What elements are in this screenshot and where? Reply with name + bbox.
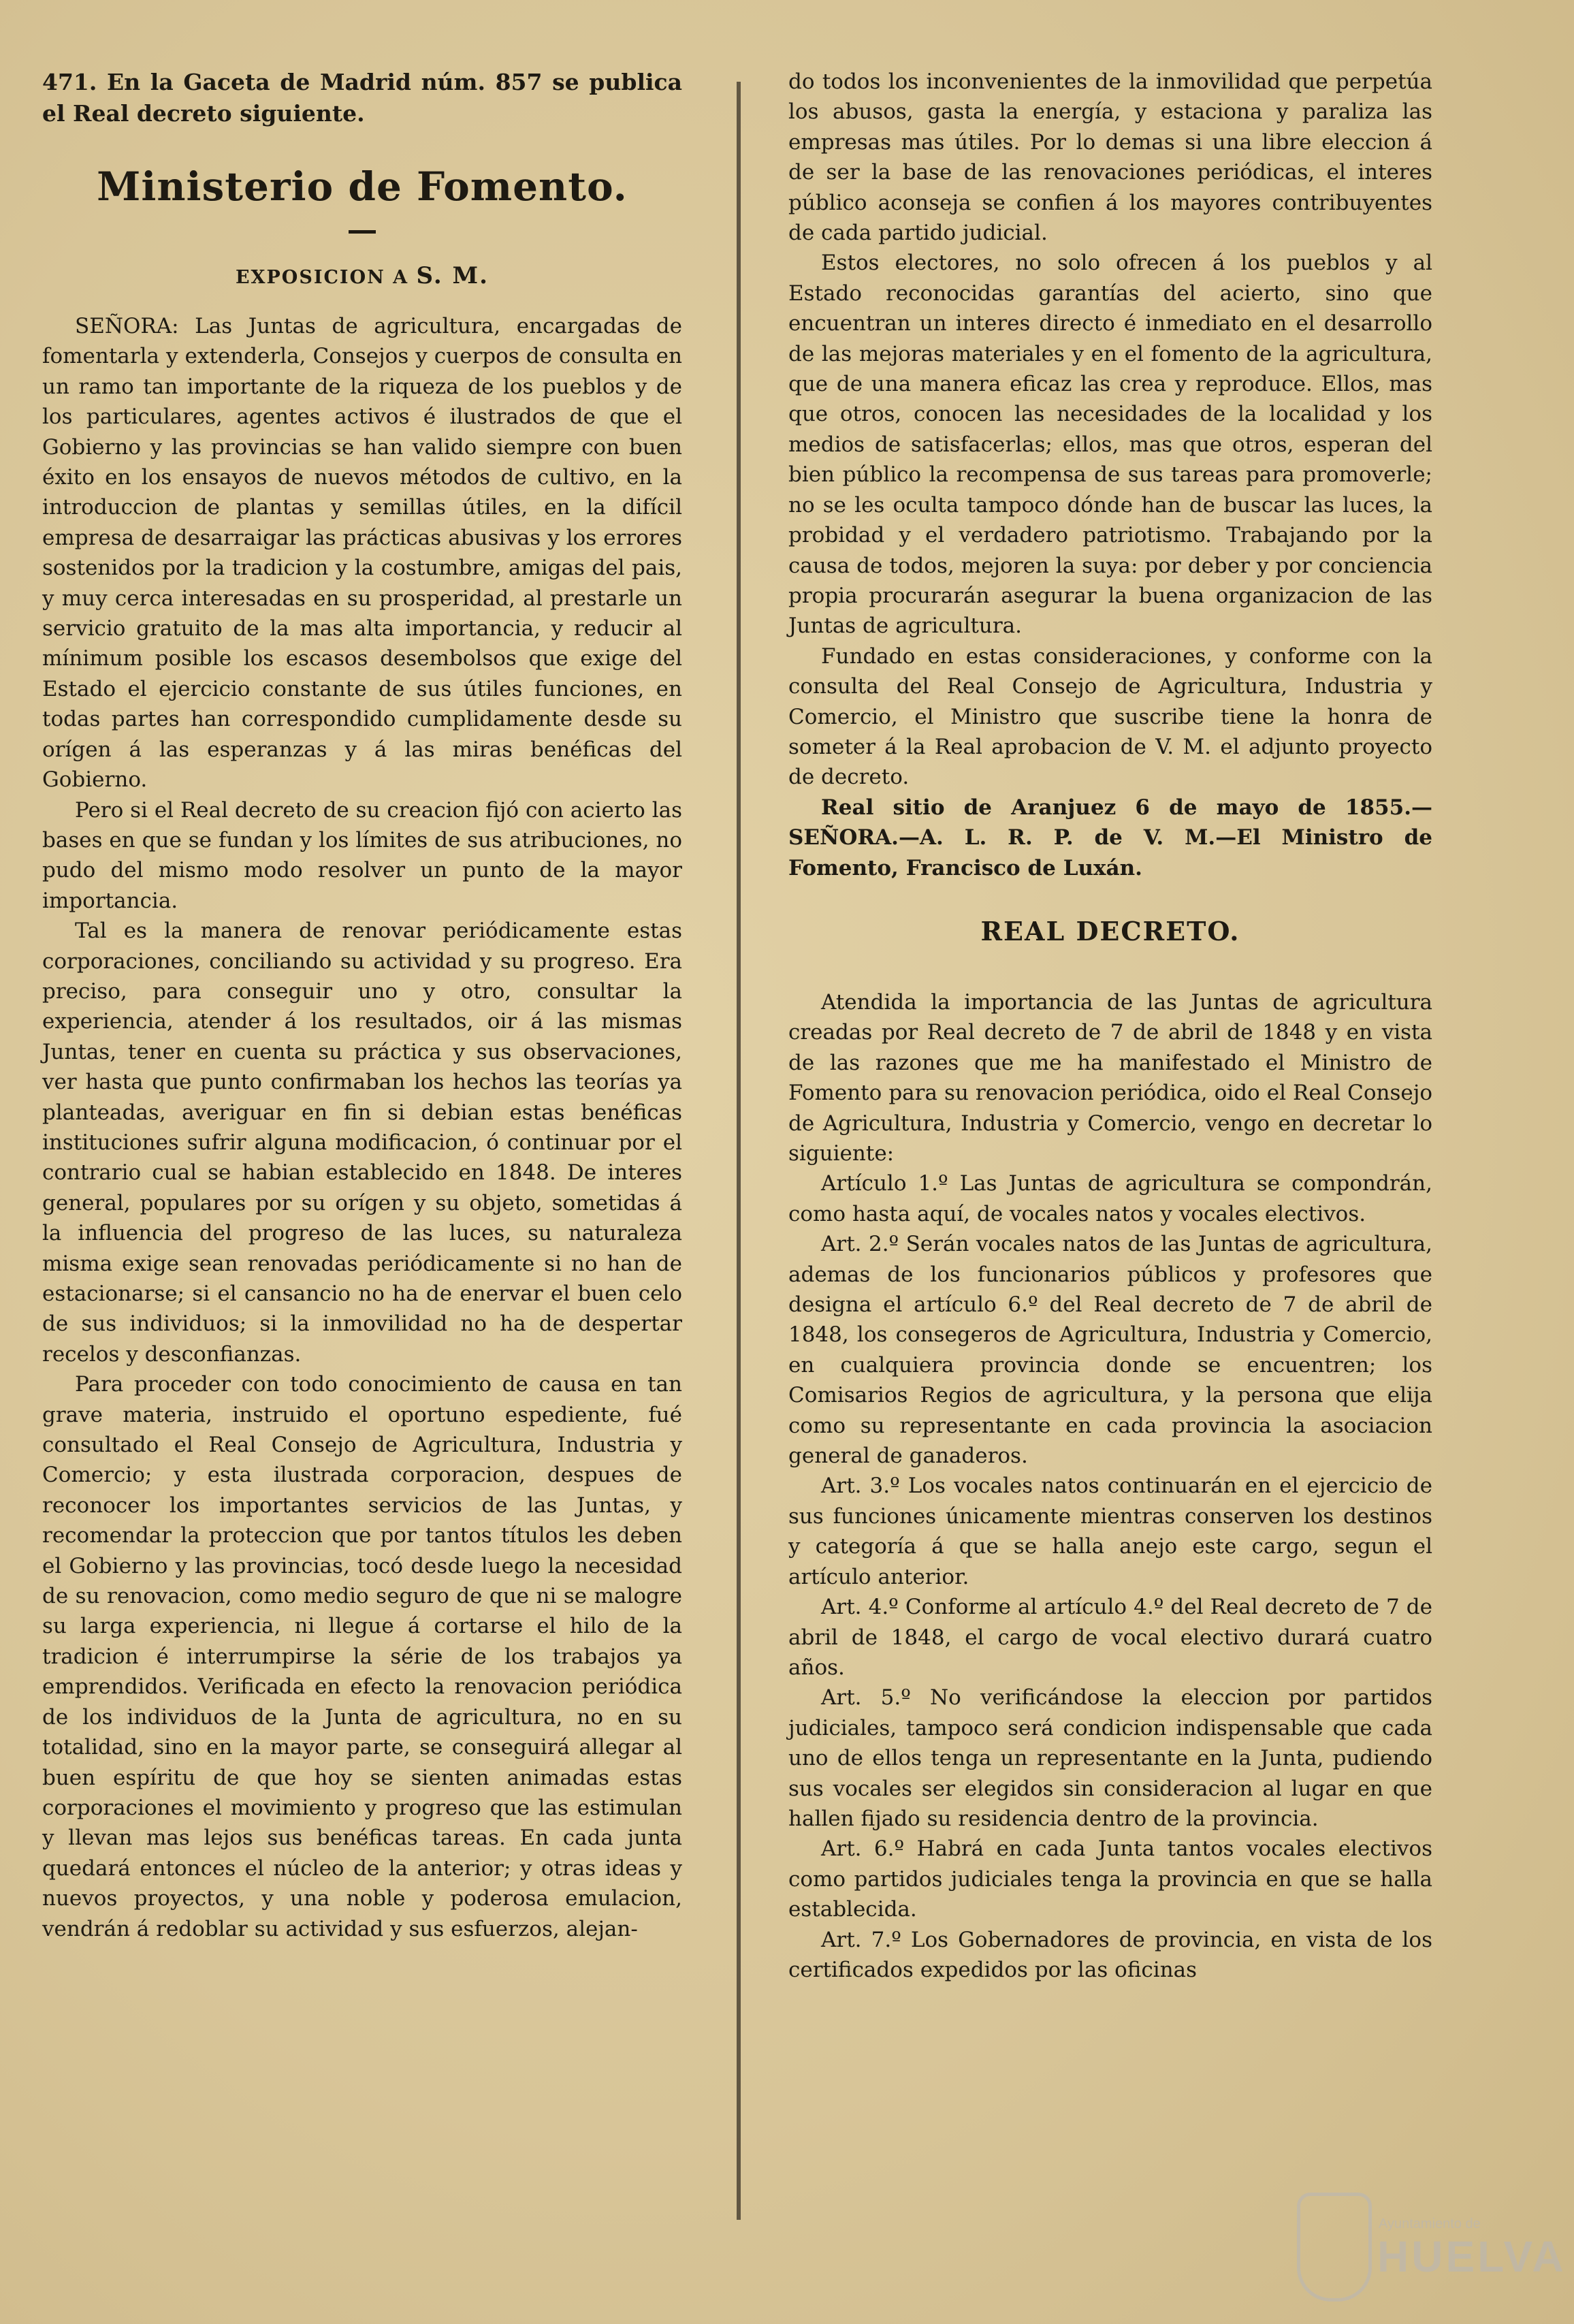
column-divider: [737, 82, 741, 2220]
ministry-title: Ministerio de Fomento.: [97, 163, 628, 210]
decree-article: Art. 3.º Los vocales natos continuarán en el ejercicio de sus funciones únicamente mientras conserven los destinos y categoría á que se halla anejo este cargo, segun el artículo anterior.: [788, 1474, 1432, 1589]
watermark-small-text: Ayuntamiento de: [1379, 2216, 1481, 2231]
archive-watermark: [1290, 2189, 1567, 2305]
decree-paragraph: Atendida la importancia de las Juntas de agricultura creadas por Real decreto de 7 de abril de 1848 y en vista de las razones que me ha manifestado el Ministro de Fomento para su renovacion periódica, oido el Real Consejo de Agricultura, Industria y Comercio, vengo en decretar lo siguiente:: [788, 989, 1432, 1166]
gazette-header: [42, 67, 682, 129]
signature-line: Real sitio de Aranjuez 6 de mayo de 1855.— SEÑORA.—A. L. R. P. de V. M.—El Ministro de Fomento, Francisco de Luxán.: [788, 795, 1432, 880]
decree-article: Art. 4.º Conforme al artículo 4.º del Real decreto de 7 de abril de 1848, el cargo de vocal electivo durará cuatro años.: [788, 1595, 1432, 1680]
left-paragraph: SEÑORA: Las Juntas de agricultura, encargadas de fomentarla y extenderla, Consejos y cuerpos de consulta en un ramo tan importante de la riqueza de los pueblos y de los particulares, agentes activos é ilustrados de que el Gobierno y las provincias se han valido siempre con buen éxito en los ensayos de nuevos métodos de cultivo, en la introduccion de plantas y semillas útiles, en la difícil empresa de desarraigar las prácticas abusivas y los errores sostenidos por la tradicion y la costumbre, amigas del pais, y muy cerca interesadas en su prosperidad, al prestarle un servicio gratuito de la mas alta importancia, y reducir al mínimum posible los escasos desembolsos que exige del Estado el ejercicio constante de sus útiles funciones, en todas partes han correspondido cumplidamente desde su orígen á las esperanzas y á las miras benéficas del Gobierno.: [42, 314, 682, 793]
watermark-city-text: HUELVA: [1377, 2232, 1567, 2281]
right-paragraph: Estos electores, no solo ofrecen á los pueblos y al Estado reconocidas garantías del acierto, sino que encuentran un interes directo é inmediato en el desarrollo de las mejoras materiales y en el fomento de la agricultura, que de una manera eficaz las crea y reproduce. Ellos, mas que otros, conocen las necesidades de la localidad y los medios de satisfacerlas; ellos, mas que otros, esperan del bien público la recompensa de sus tareas para promoverle; no se les oculta tampoco dónde han de buscar las luces, la probidad y el verdadero patriotismo. Trabajando por la causa de todos, mejoren la suya: por deber y por conciencia propia procurarán asegurar la buena organizacion de las Juntas de agricultura.: [788, 251, 1432, 639]
left-paragraph: Pero si el Real decreto de su creacion fijó con acierto las bases en que se fundan y los límites de sus atribuciones, no pudo del mismo modo resolver un punto de la mayor importancia.: [42, 797, 682, 913]
header-text: En la Gaceta de Madrid núm. 857 se publica el Real decreto siguiente.: [42, 69, 682, 127]
decree-article: Artículo 1.º Las Juntas de agricultura se compondrán, como hasta aquí, de vocales natos y vocales electivos.: [788, 1171, 1432, 1226]
article-number: 471.: [42, 69, 97, 95]
city-seal-icon: [1297, 2193, 1372, 2302]
exposition-label: EXPOSICION A: [235, 267, 409, 288]
exposition-addressee: S. M.: [416, 262, 489, 289]
right-paragraph: Fundado en estas consideraciones, y conforme con la consulta del Real Consejo de Agricultura, Industria y Comercio, el Ministro que suscribe tiene la honra de someter á la Real aprobacion de V. M. el adjunto proyecto de decreto.: [788, 643, 1432, 790]
decree-title: REAL DECRETO.: [980, 915, 1240, 946]
right-paragraph: do todos los inconvenientes de la inmovilidad que perpetúa los abusos, gasta la energía, y estaciona y paraliza las empresas mas útiles. Por lo demas si una libre eleccion á de ser la base de las renovaciones periódicas, el interes público aconseja se confien á los mayores contribuyentes de cada partido judicial.: [788, 69, 1432, 246]
left-column: [42, 67, 682, 1944]
right-column: [788, 67, 1432, 1985]
decree-article: Art. 7.º Los Gobernadores de provincia, en vista de los certificados expedidos por las oficinas: [788, 1927, 1432, 1982]
exposition-title: [42, 262, 682, 289]
left-paragraph: Para proceder con todo conocimiento de causa en tan grave materia, instruido el oportuno espediente, fué consultado el Real Consejo de Agricultura, Industria y Comercio; y esta ilustrada corporacion, despues de reconocer los importantes servicios de las Juntas, y recomendar la proteccion que por tantos títulos les deben el Gobierno y las provincias, tocó desde luego la necesidad de su renovacion, como medio seguro de que ni se malogre su larga experiencia, ni llegue á cortarse el hilo de la tradicion é interrumpirse la série de los trabajos ya emprendidos. Verificada en efecto la renovacion periódica de los individuos de la Junta de agricultura, no en su totalidad, sino en la mayor parte, se conseguirá allegar al buen espíritu de que hoy se sienten animadas estas corporaciones el movimiento y progreso que las estimulan y llevan mas lejos sus benéficas tareas. En cada junta quedará entonces el núcleo de la anterior; y otras ideas y nuevos proyectos, y una noble y poderosa emulacion, vendrán á redoblar su actividad y sus esfuerzos, alejan-: [42, 1372, 682, 1941]
decree-article: Art. 5.º No verificándose la eleccion por partidos judiciales, tampoco será condicion indispensable que cada uno de ellos tenga un representante en la Junta, pudiendo sus vocales ser elegidos sin consideracion al lugar en que hallen fijado su residencia dentro de la provincia.: [788, 1685, 1432, 1831]
decree-article: Art. 2.º Serán vocales natos de las Juntas de agricultura, ademas de los funcionarios públicos y profesores que designa el artículo 6.º del Real decreto de 7 de abril de 1848, los consegeros de Agricultura, Industria y Comercio, en cualquiera provincia donde se encuentren; los Comisarios Regios de agricultura, y la persona que elija como su representante en cada provincia la asociacion general de ganaderos.: [788, 1232, 1432, 1469]
left-paragraph: Tal es la manera de renovar periódicamente estas corporaciones, conciliando su actividad y su progreso. Era preciso, para conseguir uno y otro, consultar la experiencia, atender á los resultados, oir á las mismas Juntas, tener en cuenta su práctica y sus observaciones, ver hasta que punto confirmaban los hechos las teorías ya planteadas, averiguar en fin si debian estas benéficas instituciones sufrir alguna modificacion, ó continuar por el contrario cual se habian establecido en 1848. De interes general, populares por su orígen y su objeto, sometidas á la influencia del progreso de las luces, su naturaleza misma exige sean renovadas periódicamente si no han de estacionarse; si el cansancio no ha de enervar el buen celo de sus individuos; si la inmovilidad no ha de despertar recelos y desconfianzas.: [42, 919, 682, 1367]
title-dash: [349, 230, 376, 234]
decree-article: Art. 6.º Habrá en cada Junta tantos vocales electivos como partidos judiciales tenga la provincia en que se halla establecida.: [788, 1836, 1432, 1922]
